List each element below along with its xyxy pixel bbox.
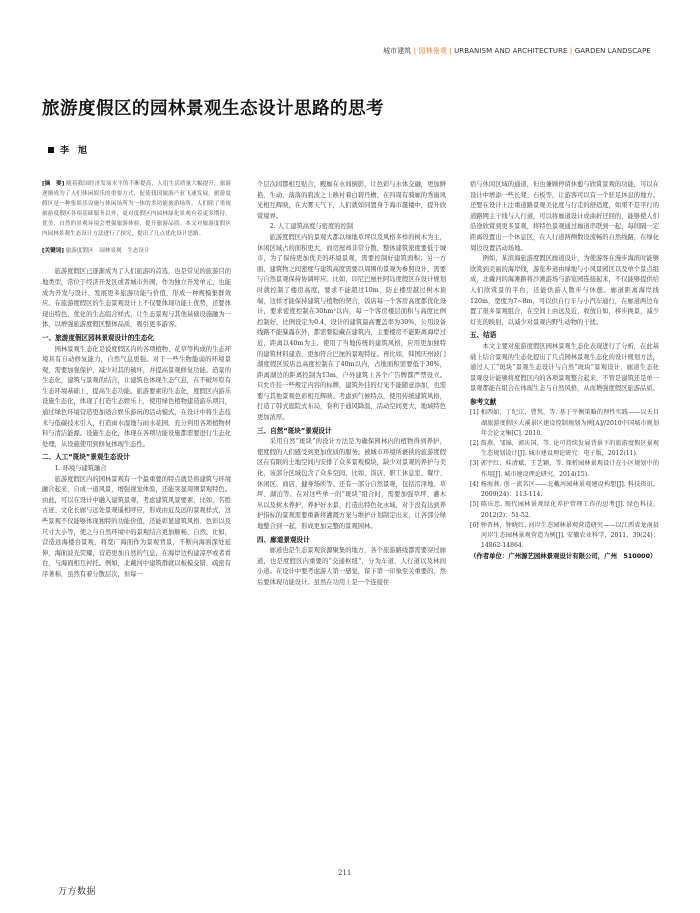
square-bullet-icon: [48, 147, 54, 153]
header-separator-3: |: [569, 47, 573, 55]
references-heading: 参考文献: [470, 397, 497, 406]
author-name: 李 旭: [60, 146, 88, 156]
section-heading: 五、结语: [470, 331, 497, 340]
paragraph: 个层次间都相互贴合，殿廊在水间倒影，让色彩与水体交融，更加鲜艳、生动，落落的碧波之上映衬着白碧丹檐，在四周有骑廊的秀丽风光相互辉映，在大雾天气下，人们就如同置身于海市蜃楼中，提升欣赏境界。: [257, 181, 446, 220]
subsection-heading: 1. 环境与建筑融合: [54, 465, 107, 473]
paragraph: 廊道也是生态景观资源聚集的地方，各个旅游路线都需要穿过廊道，也是度假区内重要的“交通枢纽”，分为车道、人行道以及林间小道。在设计中要考虑游人第一感觉，留下第一印象至关重要的，然后要体现功能设计。虽然在功用上是一个连接住: [257, 547, 446, 586]
keywords: [42, 247, 231, 257]
header-section-en: URBANISM AND ARCHITECTURE: [454, 47, 568, 55]
abstract: [42, 180, 231, 239]
subsection-heading: 2. 人工建筑高度与密度的控制: [269, 223, 354, 231]
text-column-3: [470, 180, 659, 562]
paragraph: 采用自然“斑块”的设计方法是为确保园林内的植物得到养护，使度假的人们感受到更加优质的服务。被城市环境所裹挟的旅游度假区在有限的土地空间内安排了众多景观模块，缺少对景观的养护与美化，该部分区域包含了众多空间，比如，饭店、职工休息室、餐厅、休闲区、商店、健身场所等。还有一部分自然景观，包括沼泽地、草坪、湖泊等。在对这些单一的“斑块”组合时，需要加强草坪、灌木丛以及树木养护，养护好水景，打造出特色化水域，对于没有达到养护指标的景观需要重新将灌溉方案与维护计划制定出来，让各部分绿地整合到一起，形成更加完整的景观园林。: [257, 438, 446, 530]
paragraph: 本文主要对旅游度假区园林景观生态化表现进行了分析，在此基础上结合景观的生态化提出了几点园林景观生态化的设计规划方法，通过人工“斑块”景观生态设计与自然“斑块”景观设计、廊道生态化景观设计能够将度假区内的各项景观整合起来，不管是建筑还是单一景观都能在组合在体现生态与自然风格，从而增强度假区旅游品质。: [470, 342, 659, 393]
footer-brand: 万方数据: [58, 887, 97, 897]
header-section-cn: 城市建筑: [383, 47, 412, 55]
paragraph: 旅游度假区内的园林景观有一个最重要的特点就是将建筑与环境融合起来，自成一道风景，增强视觉体验，还能突显周围景观特色。由此，可以在设计中融入建筑景观，考虑建筑风景要素，比如，名胜古迹、文化长廊与远处景观遥相呼应，形成由近及远的景观样式，这些景观不仅能够体现独特的功能价值，还能彰显建筑风格、色彩以及尺寸大小等，使之与自然环境中的景观结合更加顺畅、自然。比如，营造远海楼台景观，将宽广海面作为景观背景，不断向海面深处延伸，海面波光荧耀，营造更加自然的气息，在海岸边构建凉亭或者看台，与海面相互衬托。例如，北戴河中建筑群就以板模交错、疏密有序著称，虽然有着分散层次，但每一: [42, 475, 231, 578]
text-column-1: [42, 180, 231, 581]
reference-item: [1] 相西如，丁纪江，曹隽，等. 基于平衡策略的理性实践——以天目湖旅游度假区大溪景区建设控制规划为例[A]//2010中国城市规划年会论文集[C]. 2010.: [470, 409, 659, 437]
paragraph: 宿与休闲区域的通道，但也兼顾停留休憩与欣赏景观的功能，可以在设计中增添一些长凳、石板等，让游客可以有一个驻足休息的地方。还要在设计上注重道路景观美化度与行走的舒适度，如果不是平行的道路网主干线与人行道，可以将廊道设计成曲折迂回的，能够使人们沿途欣赏到更多景观，将特色景观通过廊道串联到一起，每间隔一定距离设置出一个休息区，在人行道两侧数设流畅的自然线路，在绿化周边设置活动场地。: [470, 181, 659, 252]
page-number: 211: [338, 869, 352, 877]
header-separator-2: |: [449, 47, 452, 55]
reference-item: [4] 杨海燕. 创一流名区——北戴河园林景观建设构想[J]. 科技资讯，2009(24)：113-114.: [470, 480, 659, 499]
reference-item: [5] 陈庆忠. 现代园林景观绿化养护管理工作的思考[J]. 绿色科技，2012(2)：51-52.: [470, 501, 659, 519]
paragraph: 园林景观生态化是说度假区内的各项植物、花草等构成的生态环境具有自动修复能力，自然气息更强。对于一些生物脆弱的环境景观，需要加强保护，减少对其的破坏，并提高景观修复功能。造景的生态化，建筑与景观的结合，让建筑也体现生态气息，在不破坏原有生态环境基础上，提高生态功能。旅游要素的生态化，度假区内游乐设施生态化，体现了打造生态娱乐上，使用绿色植物建造游乐项目，通过绿色环境营造更加适合娱乐游玩的活动模式，在设计中将生态技术与低碳技术引入，打造雨水湿地与雨水花园，充分利用各项植物材料与清洁能源。设施生态化，体现在各项功能设施都需要进行生态化处理，从设施使用到修复体现生态性。: [42, 345, 231, 448]
section-heading: 四、廊道景观设计: [257, 535, 310, 544]
paragraph: 例如，某滨海旅游度假区廊道设计，为使游客在漫步海滨时能够欣赏到美丽的海岸线，游览步道由绿地与小风景园区以及单个景点组成，北戴河的海滩路将沙滩游场与游览园连接起来，不仅能够提供给人们欣赏景的平台，还能供游人散步与休憩。廊道距离海岸线120m，宽度为7~8m，可以供自行车与小汽车通行，在廊道两边布置了很多景观组合，在空间上由远及近，收放自如，移步换景，减少灯光的映射，以减少对景观内野生动物的干扰。: [470, 255, 659, 326]
text-column-2: [257, 180, 446, 589]
article-title: 旅游度假区的园林景观生态设计思路的思考: [42, 99, 384, 119]
abstract-label: [摘 要]: [42, 181, 65, 187]
author-affiliation: （作者单位：广州源艺园林景观设计有限公司，广州 510000）: [470, 552, 657, 561]
section-heading: 一、旅游度假区园林景观设计的生态化: [42, 333, 155, 342]
journal-header: [383, 46, 663, 56]
paragraph: 旅游度假区内的景观大都以绿地草坪以及风格多样的树木为主，休闲区域占的面积更大，而房屋却非常分散，整体建筑密度要低于城市，为了保持更加优美的环境景观，需要控制好建筑面积；另一方面，建筑物之间密度与建筑高度需要以周围的景观为参照设计，需要与自然景观保持协调呼应。比如，印尼巴厘杜阿岛度假区在设计规划时就控制了楼房高度，要求不能超过10m，防止楼房越过树木顶端，这样才能保持建筑与植物的契合，饭店每一个客房高度都优化设计，要求密度控制在30hm²以内，每一个客房楼层面积与高度比例控制好，比例设定为0.4，设计的建筑最高覆盖率为30%，公用设备线路不能暴露在外，都需要隐藏在建筑内，主要楼房不能距离海岸过近，距离以40m为主。使用了当地传统的建筑风格，应用更加独特的建筑材料建造，更加符合巴厘的景观特征。再比如，韩国庆州波门湖度假区饭店总高度控制在了40m以内，占地面积需要低于30%，距离湖边的距离控制为13m，户外建筑上各个广告牌都严禁设立。只允许挂一些规定内容的标牌，建筑外挂的灯光不能随意添加，也需要与其他景观色彩相互辉映。考虑到气候特点，使用传统建筑风格，打造了韩式庭院式布局，有利于通风降温，活动空间更大，地域特色更加浓厚。: [257, 233, 446, 422]
reference-item: [6] 钟晋林，钟晓红. 河岸生态园林景观营造研究——以江西省龙南县河岸生态园林景观营造为例[J]. 安徽农业科学，2011，39(24)：14862-14864.: [470, 521, 659, 550]
section-heading: 二、人工“斑块”景观生态设计: [42, 453, 130, 462]
paragraph: 旅游度假区已逐渐成为了人们旅游的首选，也是常见的旅游目的地类型，常位于经济开发区或者城市外围，作为独立开发单元，也能成为开发与设计、发展更多旅游功能与价值，形成一种规模集群效应。在旅游度假区的生态景观设计上不仅要体现功能上优势，还要体现出特色、优化的生态组合样式，让生态景观与其他基础设施融为一体，以增强旅游度假区整体品质，吸引更多游客。: [42, 268, 231, 329]
reference-item: [3] 郭宇红，桂清斌，王艺颖，等. 探析园林景观设计在小区规划中的作用[J]. 城市建设理论研究，2014(15).: [470, 460, 659, 478]
keywords-label: [关键词]: [42, 248, 64, 255]
header-section-en-2: GARDEN LANDSCAPE: [574, 47, 651, 55]
keywords-text: 旅游度假区 园林景观 生态设计: [65, 248, 150, 255]
section-heading: 三、自然“斑块”景观设计: [257, 426, 332, 435]
author-line: [48, 143, 87, 156]
header-separator-1: |: [413, 47, 417, 55]
reference-item: [2] 詹燕，邹锦，郭庆国，等. 论可持续发展背景下的旅游度假区景观生态规划设计[J]. 城市建设理论研究：电子版，2012(11).: [470, 440, 659, 458]
abstract-text: 随着我国经济发展水平的不断提高，人们生活质量大幅提升，旅游逐渐成为了人们休闲娱乐的重要方式，促使我国旅游产业飞速发展，旅游度假区是一种集娱乐设施与休闲场所为一体的多功能旅游场所。人们除了重视旅游度假区各项基础服务以外，更对度假区内园林绿化景观有着更多期待。优美、自然的景观环境会增强旅游体验，提升旅游品质。本文对旅游度假区内园林景观生态设计方法进行了探究，提出了几点优化设计思路。: [42, 181, 231, 237]
header-section-cn-2: 园林景观: [418, 47, 447, 55]
